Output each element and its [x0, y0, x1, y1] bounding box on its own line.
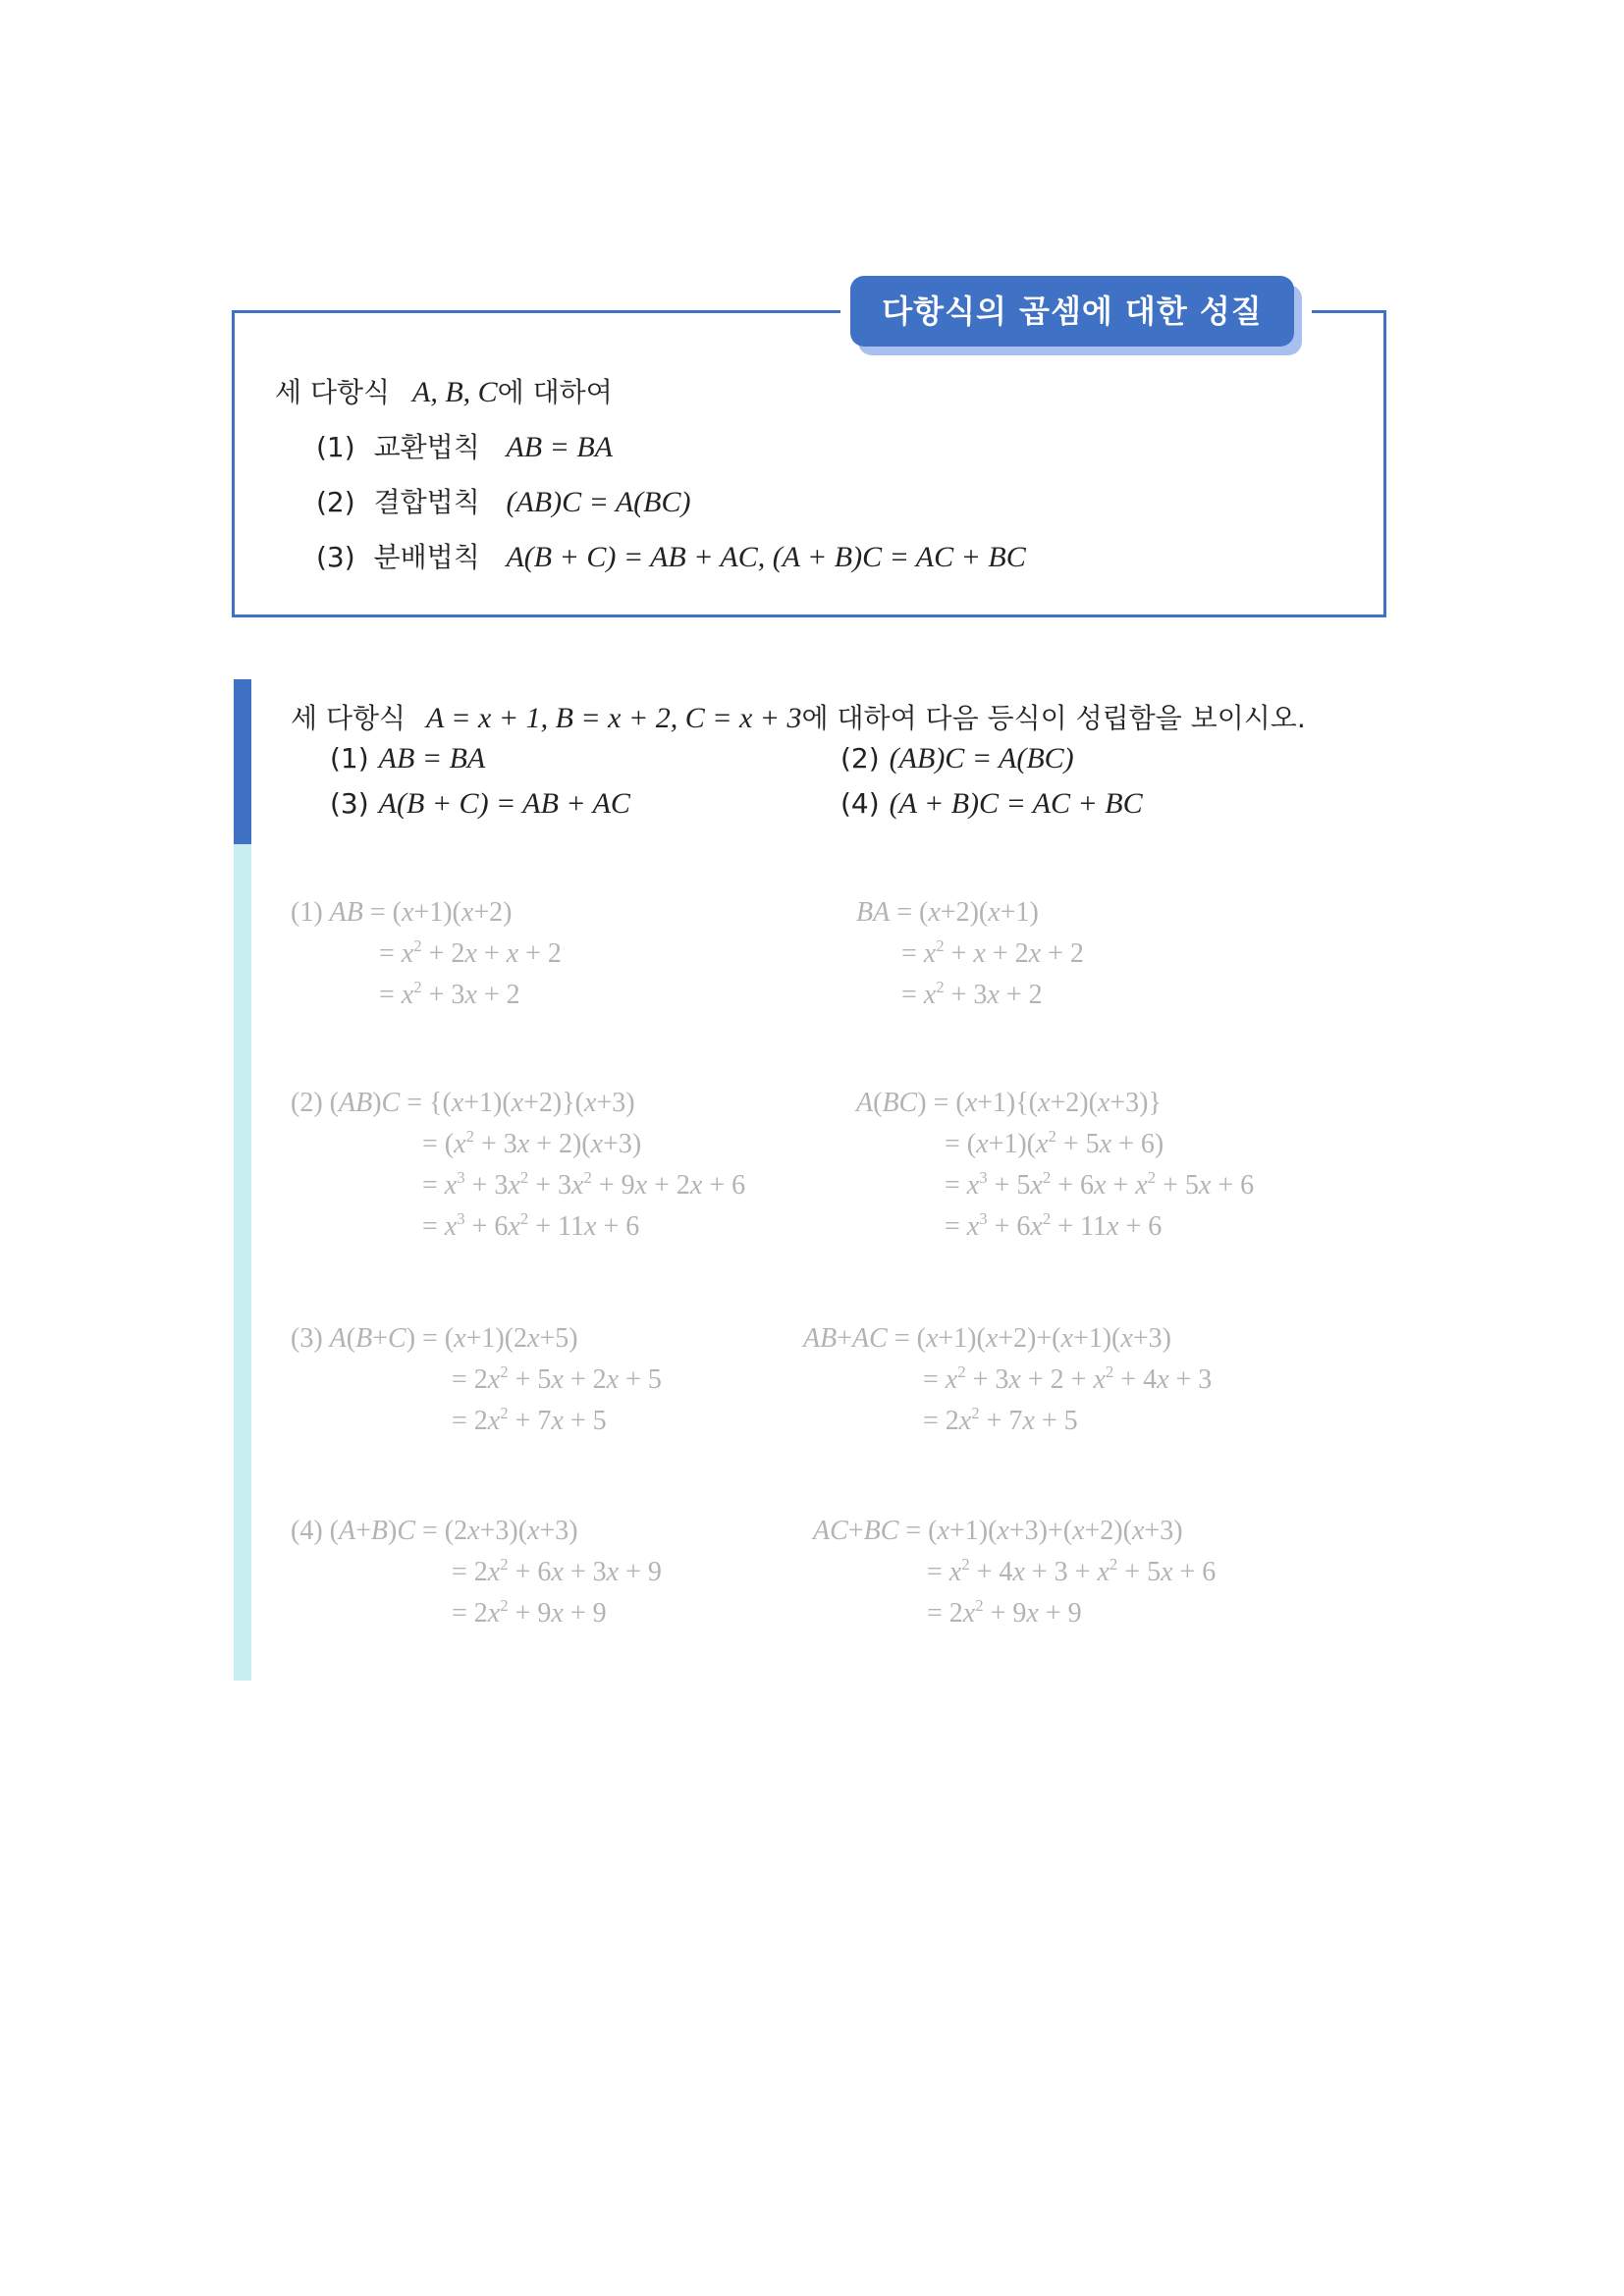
law-formula: A(B + C) = AB + AC, (A + B)C = AC + BC	[506, 541, 1026, 573]
solution-3-left-line-2: = $2x^2 + 5x + 2x + 5$	[452, 1362, 662, 1395]
solution-1-left-line-3: = $x^2 + 3x + 2$	[379, 977, 520, 1010]
solution-3-left-line-1: (3) A(B+C) = (x+1)(2x+5)	[291, 1323, 578, 1354]
solution-2-right-line-1: A(BC) = (x+1){(x+2)(x+3)}	[856, 1088, 1162, 1118]
solution-2-left-line-3: = $x^3 + 3x^2 + 3x^2 + 9x + 2x + 6$	[422, 1167, 746, 1201]
solution-4-left-line-2: = $2x^2 + 6x + 3x + 9$	[452, 1554, 662, 1587]
item-formula: AB = BA	[378, 742, 486, 774]
solution-1-right-line-3: = $x^2 + 3x + 2$	[901, 977, 1043, 1010]
item-number: (4)	[840, 787, 880, 820]
intro-suffix: 에 대하여	[497, 376, 613, 408]
solution-1-left-line-2: = $x^2 + 2x + x + 2$	[379, 935, 562, 969]
intro-vars: A, B, C	[412, 376, 498, 408]
item-formula: A(B + C) = AB + AC	[378, 787, 630, 820]
solution-3-left-line-3: = $2x^2 + 7x + 5$	[452, 1403, 607, 1436]
solution-2-left-line-4: = $x^3 + 6x^2 + 11x + 6$	[422, 1208, 640, 1242]
solution-2-right-line-2: = $(x+1)(x^2 + 5x + 6)$	[945, 1126, 1164, 1159]
item-number: (2)	[840, 742, 880, 774]
problem-item-3	[330, 787, 630, 821]
solution-4-right-line-2: = $x^2 + 4x + 3 + x^2 + 5x + 6$	[927, 1554, 1217, 1587]
item-number: (3)	[330, 787, 369, 820]
problem-item-1	[330, 742, 485, 775]
intro-text: 세 다항식	[275, 376, 391, 408]
item-number: (1)	[330, 742, 369, 774]
law-formula: AB = BA	[506, 431, 614, 463]
definition-intro	[275, 371, 613, 410]
solution-accent-bar	[234, 844, 251, 1681]
solution-4-right-line-1: AC+BC = (x+1)(x+3)+(x+2)(x+3)	[813, 1516, 1183, 1546]
item-formula: (A + B)C = AC + BC	[889, 787, 1143, 820]
solution-1-right-line-2: = $x^2 + x + 2x + 2$	[901, 935, 1084, 969]
solution-2-left-line-1: (2) (AB)C = {(x+1)(x+2)}(x+3)	[291, 1088, 635, 1118]
solution-1-right-line-1: BA = (x+2)(x+1)	[856, 897, 1039, 928]
solution-3-right-line-3: = $2x^2 + 7x + 5$	[923, 1403, 1078, 1436]
problem-stem	[291, 697, 1306, 736]
law-name: 분배법칙	[373, 541, 480, 573]
stem-suffix: 에 대하여 다음 등식이 성립함을 보이시오.	[801, 702, 1306, 734]
law-commutative	[316, 426, 613, 465]
law-distributive	[316, 536, 1026, 575]
solution-3-right-line-1: AB+AC = (x+1)(x+2)+(x+1)(x+3)	[803, 1323, 1171, 1354]
solution-2-left-line-2: = $(x^2 + 3x + 2)(x+3)$	[422, 1126, 642, 1159]
law-number: (1)	[316, 431, 355, 463]
law-name: 교환법칙	[373, 431, 480, 463]
solution-2-right-line-3: = $x^3 + 5x^2 + 6x + x^2 + 5x + 6$	[945, 1167, 1255, 1201]
item-formula: (AB)C = A(BC)	[889, 742, 1074, 774]
problem-item-4	[840, 787, 1143, 821]
law-associative	[316, 481, 690, 520]
solution-1-left-line-1: (1) AB = (x+1)(x+2)	[291, 897, 513, 928]
stem-formula: A = x + 1, B = x + 2, C = x + 3	[426, 702, 802, 734]
solution-4-left-line-1: (4) (A+B)C = (2x+3)(x+3)	[291, 1516, 578, 1546]
solution-4-left-line-3: = $2x^2 + 9x + 9$	[452, 1595, 607, 1629]
problem-accent-bar	[234, 679, 251, 844]
law-number: (2)	[316, 486, 355, 518]
solution-2-right-line-4: = $x^3 + 6x^2 + 11x + 6$	[945, 1208, 1163, 1242]
stem-prefix: 세 다항식	[291, 702, 406, 734]
law-number: (3)	[316, 541, 355, 573]
law-formula: (AB)C = A(BC)	[506, 486, 691, 518]
solution-3-right-line-2: = $x^2 + 3x + 2 + x^2 + 4x + 3$	[923, 1362, 1213, 1395]
law-name: 결합법칙	[373, 486, 480, 518]
definition-title: 다항식의 곱셈에 대한 성질	[850, 276, 1294, 347]
problem-item-2	[840, 742, 1074, 775]
solution-4-right-line-3: = $2x^2 + 9x + 9$	[927, 1595, 1082, 1629]
